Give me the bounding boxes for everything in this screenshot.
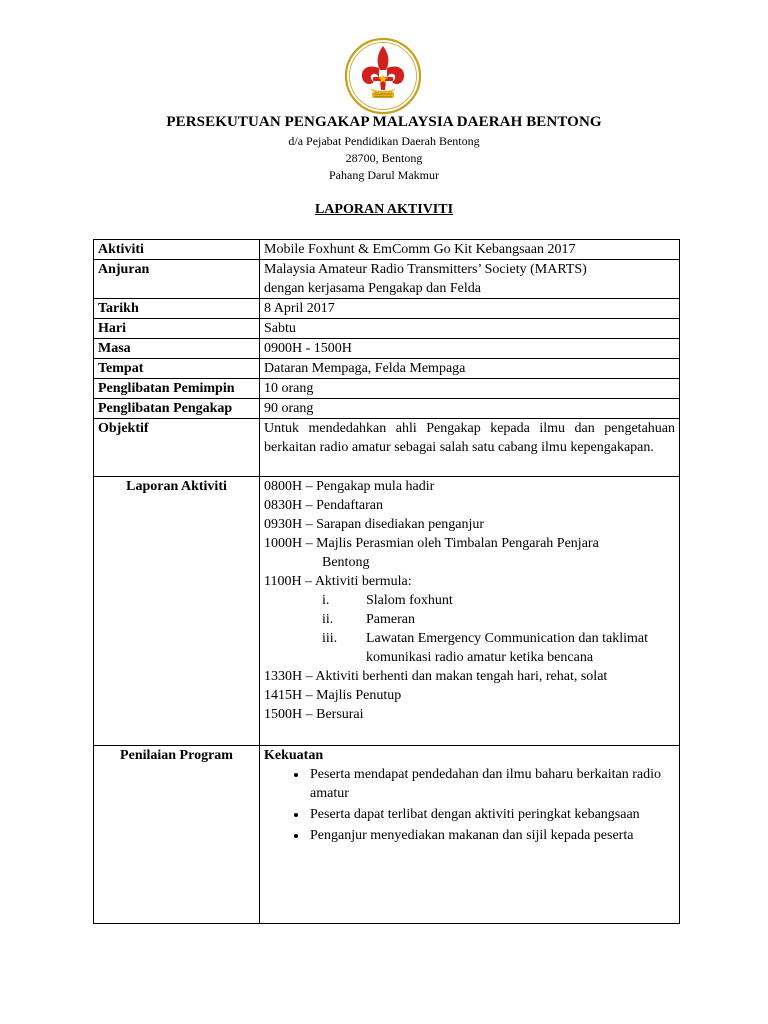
row-value: 0900H - 1500H [260,339,680,359]
list-item: • Peserta dapat terlibat dengan aktiviti peringkat kebangsaan [308,805,675,824]
activity-schedule [260,477,680,746]
table-row [94,299,680,319]
value-line: Malaysia Amateur Radio Transmitters’ Society (MARTS) [264,262,587,277]
row-value [260,260,680,299]
schedule-line: 1000H – Majlis Perasmian oleh Timbalan Pengarah Penjara [264,536,599,551]
table-row [94,319,680,339]
sub-item-text: Pameran [366,612,415,627]
program-evaluation [260,746,680,924]
report-table [93,239,680,924]
row-value: 8 April 2017 [260,299,680,319]
table-row [94,477,680,746]
value-line: dengan kerjasama Pengakap dan Felda [264,281,481,296]
schedule-line: 0800H – Pengakap mula hadir [264,479,435,494]
sub-item-number: i. [322,593,330,608]
schedule-line: 0930H – Sarapan disediakan penganjur [264,517,485,532]
address-line: 28700, Bentong [345,151,423,165]
sub-activity-item [264,591,675,610]
row-label: Aktiviti [94,240,260,260]
row-value: Sabtu [260,319,680,339]
strengths-list [264,765,675,845]
address-line: d/a Pejabat Pendidikan Daerah Bentong [288,134,480,148]
table-row [94,240,680,260]
scout-emblem-logo [343,36,423,116]
table-row [94,260,680,299]
schedule-line: 1415H – Majlis Penutup [264,688,402,703]
sub-item-number: ii. [322,612,334,627]
strengths-heading: Kekuatan [264,748,324,763]
row-label: Masa [94,339,260,359]
report-title: LAPORAN AKTIVITI [314,202,454,217]
table-row [94,399,680,419]
list-item: • Peserta mendapat pendedahan dan ilmu baharu berkaitan radio amatur [308,765,675,803]
row-label: Penglibatan Pengakap [94,399,260,419]
row-label: Penilaian Program [94,746,260,924]
row-value: 90 orang [260,399,680,419]
table-row [94,379,680,399]
table-row [94,359,680,379]
row-label: Penglibatan Pemimpin [94,379,260,399]
row-label: Anjuran [94,260,260,299]
schedule-line: Bentong [322,555,370,570]
row-label: Tempat [94,359,260,379]
sub-activity-item [264,610,675,629]
schedule-line: 0830H – Pendaftaran [264,498,383,513]
row-value: Dataran Mempaga, Felda Mempaga [260,359,680,379]
schedule-line: 1100H – Aktiviti bermula: [264,574,412,589]
list-item: • Penganjur menyediakan makanan dan sijil kepada peserta [308,826,675,845]
row-value: 10 orang [260,379,680,399]
sub-item-text: Lawatan Emergency Communication dan taklimat komunikasi radio amatur ketika bencana [366,631,648,665]
objective-text: Untuk mendedahkan ahli Pengakap kepada ilmu dan pengetahuan berkaitan radio amatur sebagai salah satu cabang ilmu kepengakapan. [260,419,680,477]
table-row [94,419,680,477]
organization-title: PERSEKUTUAN PENGAKAP MALAYSIA DAERAH BENTONG [166,114,602,130]
table-row [94,339,680,359]
schedule-line: 1330H – Aktiviti berhenti dan makan tengah hari, rehat, solat [264,669,608,684]
row-label: Laporan Aktiviti [94,477,260,746]
sub-item-text: Slalom foxhunt [366,593,453,608]
sub-item-number: iii. [322,631,338,646]
row-label: Hari [94,319,260,339]
sub-activity-item [264,629,675,667]
row-label: Objektif [94,419,260,477]
address-line: Pahang Darul Makmur [329,168,439,182]
schedule-line: 1500H – Bersurai [264,707,364,722]
row-label: Tarikh [94,299,260,319]
row-value: Mobile Foxhunt & EmComm Go Kit Kebangsaan 2017 [260,240,680,260]
table-row [94,746,680,924]
